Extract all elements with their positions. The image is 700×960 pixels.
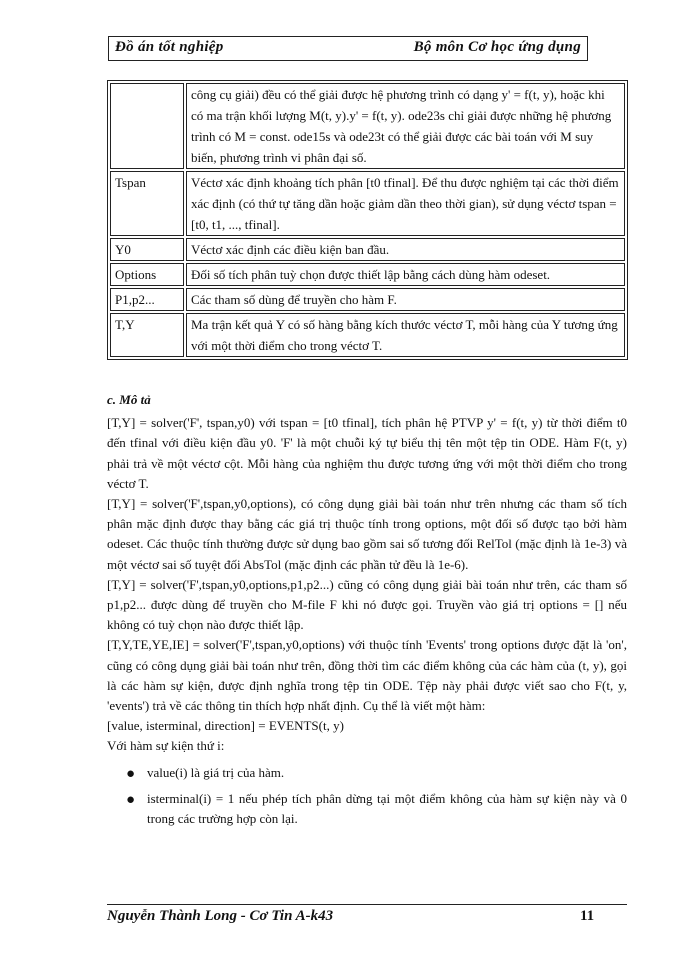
desc-cell: Ma trận kết quả Y có số hàng bằng kích thước véctơ T, mỗi hàng của Y tương ứng với một thời điểm cho trong véctơ T.: [186, 313, 625, 357]
page-number: 11: [580, 908, 595, 924]
table-row: [110, 313, 625, 357]
header-left: Đồ án tốt nghiệp: [115, 39, 224, 55]
header-right: Bộ môn Cơ học ứng dụng: [413, 39, 581, 55]
param-cell: Options: [110, 263, 184, 286]
table-row: [110, 288, 625, 311]
footer-divider: [107, 904, 627, 905]
list-item-text: isterminal(i) = 1 nếu phép tích phân dừng tại một điểm không của hàm sự kiện này và 0 trong các trường hợp còn lại.: [147, 790, 627, 827]
bullet-icon: ●: [126, 791, 136, 808]
paragraph: [T,Y,TE,YE,IE] = solver('F',tspan,y0,options) với thuộc tính 'Events' trong options được đặt là 'on', cũng có công dụng giải bài toán như trên, đồng thời tìm các điểm không của các hàm của (t, y), gọi là các hàm sự kiện, được định nghĩa trong tệp tin ODE. Tệp này phải được viết sao cho F(t, y, 'events') trả về các thông tin thích hợp nhất định. Cụ thể là viết một hàm:: [107, 637, 627, 714]
param-cell: Tspan: [110, 171, 184, 236]
desc-cell: Đối số tích phân tuỳ chọn được thiết lập bằng cách dùng hàm odeset.: [186, 263, 625, 286]
desc-cell: công cụ giải) đều có thể giải được hệ phương trình có dạng y' = f(t, y), hoặc khi có ma trận khối lượng M(t, y).y' = f(t, y). ode23s chỉ giải được những hệ phương trình có M = const. ode15s và ode23t có thể giải được các bài toán với M suy biến, phương trình vi phân đại số.: [186, 83, 625, 169]
table-row: [110, 263, 625, 286]
desc-cell: Véctơ xác định khoảng tích phân [t0 tfinal]. Để thu được nghiệm tại các thời điểm xác định (có thứ tự tăng dần hoặc giảm dần theo thời gian), sử dụng véctơ tspan = [t0, t1, ..., tfinal].: [186, 171, 625, 236]
desc-cell: Các tham số dùng để truyền cho hàm F.: [186, 288, 625, 311]
parameter-table: [107, 80, 628, 360]
list-item: [107, 789, 627, 829]
table-row: [110, 83, 625, 169]
desc-cell: Véctơ xác định các điều kiện ban đầu.: [186, 238, 625, 261]
paragraph: Với hàm sự kiện thứ i:: [107, 738, 225, 754]
list-item: [107, 763, 627, 783]
description-section: [107, 390, 627, 835]
param-cell: P1,p2...: [110, 288, 184, 311]
param-cell: T,Y: [110, 313, 184, 357]
footer-author: Nguyễn Thành Long - Cơ Tin A-k43: [107, 908, 334, 924]
table-row: [110, 238, 625, 261]
paragraph: [T,Y] = solver('F', tspan,y0) với tspan = [t0 tfinal], tích phân hệ PTVP y' = f(t, y) từ thời điểm t0 đến tfinal với điều kiện đầu y0. 'F' là một chuỗi ký tự biểu thị tên một tệp tin ODE. Hàm F(t, y) phải trả về một véctơ cột. Mỗi hàng của nghiệm thu được tương ứng với một thời điểm cho trong véctơ T.: [107, 415, 627, 491]
list-item-text: value(i) là giá trị của hàm.: [147, 764, 285, 780]
bullet-icon: ●: [126, 765, 136, 782]
paragraph: [value, isterminal, direction] = EVENTS(t, y): [107, 718, 344, 734]
paragraph: [T,Y] = solver('F',tspan,y0,options), có công dụng giải bài toán như trên nhưng các tham số tích phân mặc định được thay bằng các giá trị thuộc tính trong options, một đối số được tạo bởi hàm odeset. Các thuộc tính thường được sử dụng bao gồm sai số tương đối RelTol (mặc định là 1e-3) và một véctơ sai số tuyệt đối AbsTol (mặc định các phần tử đều là 1e-6).: [107, 496, 627, 572]
paragraph: [T,Y] = solver('F',tspan,y0,options,p1,p2...) cũng có công dụng giải bài toán như trên, các tham số p1,p2... được dùng để truyền cho M-file F khi nó được gọi. Truyền vào giá trị options = [] nếu không có tuỳ chọn nào được thiết lập.: [107, 576, 627, 633]
section-heading: c. Mô tả: [107, 392, 151, 407]
bullet-list: [107, 763, 627, 830]
param-cell: Y0: [110, 238, 184, 261]
page-header: [108, 36, 588, 61]
param-cell: [110, 83, 184, 169]
table-row: [110, 171, 625, 236]
